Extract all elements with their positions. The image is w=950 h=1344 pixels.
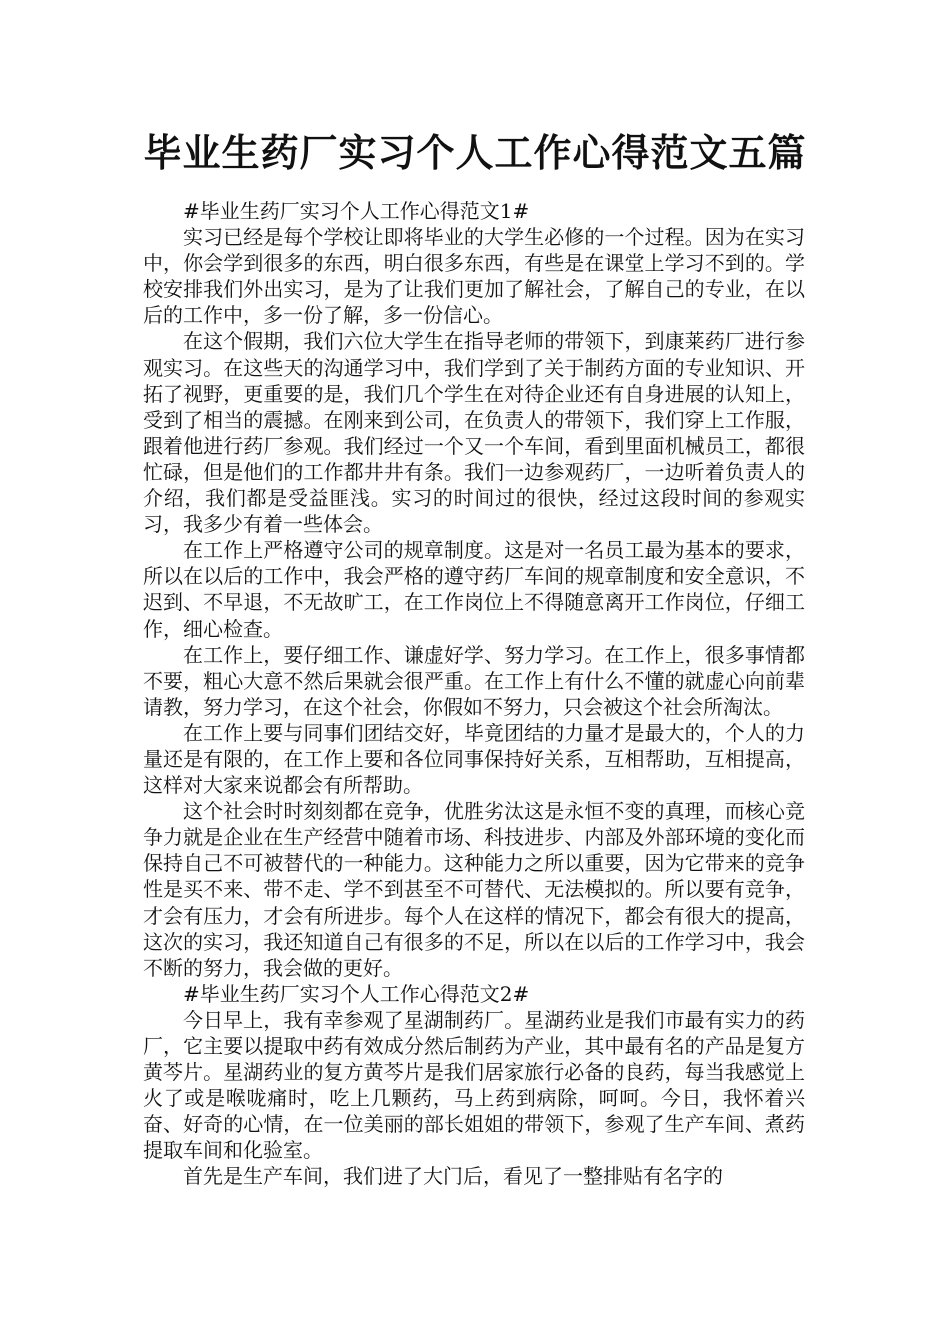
document-title: 毕业生药厂实习个人工作心得范文五篇 [143,131,807,175]
section-heading-2: #毕业生药厂实习个人工作心得范文2# [183,981,530,1006]
paragraph: 在工作上，要仔细工作、谦虚好学、努力学习。在工作上，很多事情都不要，粗心大意不然后果就会很严重。在工作上有什么不懂的就虚心向前辈请教，努力学习，在这个社会，你假如不努力，只会被这个社会所淘汰。 [143,642,805,719]
document-body [143,198,805,1190]
paragraph: 在工作上要与同事们团结交好，毕竟团结的力量才是最大的，个人的力量还是有限的，在工作上要和各位同事保持好关系，互相帮助，互相提高，这样对大家来说都会有所帮助。 [143,720,805,798]
paragraph: 实习已经是每个学校让即将毕业的大学生必修的一个过程。因为在实习中，你会学到很多的东西，明白很多东西，有些是在课堂上学习不到的。学校安排我们外出实习，是为了让我们更加了解社会，了解自己的专业，在以后的工作中，多一份了解，多一份信心。 [143,225,805,328]
paragraph: 今日早上，我有幸参观了星湖制药厂。星湖药业是我们市最有实力的药厂，它主要以提取中药有效成分然后制药为产业，其中最有名的产品是复方黄芩片。星湖药业的复方黄芩片是我们居家旅行必备的良药，每当我感觉上火了或是喉咙痛时，吃上几颗药，马上药到病除，呵呵。今日，我怀着兴奋、好奇的心情，在一位美丽的部长姐姐的带领下，参观了生产车间、煮药提取车间和化验室。 [143,1007,805,1163]
paragraph: 这个社会时时刻刻都在竞争，优胜劣汰这是永恒不变的真理，而核心竞争力就是企业在生产经营中随着市场、科技进步、内部及外部环境的变化而保持自己不可被替代的一种能力。这种能力之所以重要，因为它带来的竞争性是买不来、带不走、学不到甚至不可替代、无法模拟的。所以要有竞争，才会有压力，才会有所进步。每个人在这样的情况下，都会有很大的提高，这次的实习，我还知道自己有很多的不足，所以在以后的工作学习中，我会不断的努力，我会做的更好。 [143,799,805,980]
section-heading-1: #毕业生药厂实习个人工作心得范文1# [183,199,530,223]
paragraph: 在这个假期，我们六位大学生在指导老师的带领下，到康莱药厂进行参观实习。在这些天的沟通学习中，我们学到了关于制药方面的专业知识、开拓了视野，更重要的是，我们几个学生在对待企业还有自身进展的认知上，受到了相当的震撼。在刚来到公司，在负责人的带领下，我们穿上工作服，跟着他进行药厂参观。我们经过一个又一个车间，看到里面机械员工，都很忙碌，但是他们的工作都井井有条。我们一边参观药厂，一边听着负责人的介绍，我们都是受益匪浅。实习的时间过的很快，经过这段时间的参观实习，我多少有着一些体会。 [143,329,805,537]
paragraph: 首先是生产车间，我们进了大门后，看见了一整排贴有名字的 [183,1164,723,1189]
paragraph: 在工作上严格遵守公司的规章制度。这是对一名员工最为基本的要求，所以在以后的工作中，我会严格的遵守药厂车间的规章制度和安全意识，不迟到、不早退，不无故旷工，在工作岗位上不得随意离开工作岗位，仔细工作，细心检查。 [143,538,805,641]
